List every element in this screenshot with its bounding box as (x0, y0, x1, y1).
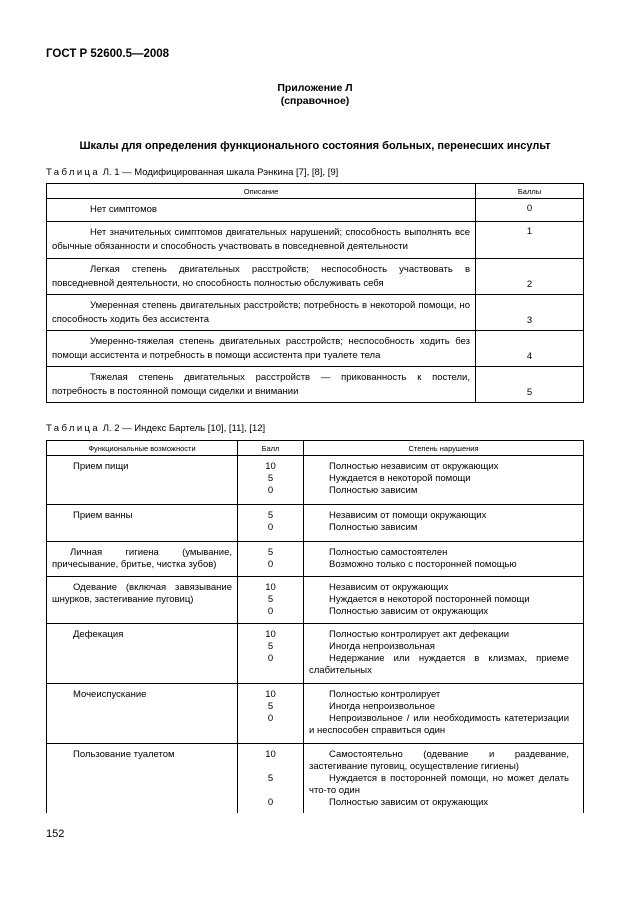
barthel-degree (304, 542, 584, 577)
table-row (47, 295, 584, 331)
table2-header-function: Функциональные возможности (47, 441, 238, 456)
rankin-scale-table (46, 183, 584, 403)
degree-text: Самостоятельно (одевание и раздевание, застегивание пуговиц, осуществление гигиены) (309, 749, 569, 772)
rankin-score: 1 (476, 222, 584, 259)
table-row (47, 744, 584, 814)
barthel-index-table (46, 440, 584, 813)
points-value: 10 (265, 629, 276, 640)
table-row (47, 259, 584, 295)
barthel-points (238, 684, 304, 744)
barthel-degree (304, 624, 584, 684)
points-value: 5 (267, 773, 274, 784)
barthel-function: Дефекация (47, 624, 238, 684)
barthel-function: Пользование туалетом (47, 744, 238, 814)
rankin-score: 4 (476, 331, 584, 367)
points-value: 10 (265, 749, 276, 760)
points-value: 0 (267, 522, 274, 533)
rankin-description: Легкая степень двигательных расстройств; неспособность участвовать в повседневной деятельности, но способность полностью обслуживать себя (47, 259, 476, 295)
degree-text: Независим от окружающих (329, 582, 449, 593)
barthel-function: Одевание (включая завязывание шнурков, застегивание пуговиц) (47, 577, 238, 624)
table-row (47, 199, 584, 222)
degree-text: Полностью зависим (329, 522, 418, 533)
table-row (47, 367, 584, 403)
degree-text: Нуждается в некоторой помощи (329, 473, 471, 484)
points-value: 5 (267, 547, 274, 558)
degree-text: Возможно только с посторонней помощью (329, 559, 517, 570)
table2-caption-prefix: Таблица (46, 423, 101, 434)
table-row (47, 331, 584, 367)
points-value: 5 (267, 594, 274, 605)
rankin-score: 0 (476, 199, 584, 222)
table-row (47, 505, 584, 542)
points-value: 5 (267, 473, 274, 484)
barthel-degree (304, 577, 584, 624)
points-value: 0 (267, 606, 274, 617)
points-value: 5 (267, 641, 274, 652)
degree-text: Полностью зависим от окружающих (329, 606, 489, 617)
barthel-degree (304, 744, 584, 814)
points-value: 0 (267, 653, 274, 664)
degree-text: Нуждается в посторонней помощи, но может делать что-то один (309, 773, 569, 796)
barthel-points (238, 542, 304, 577)
barthel-degree (304, 505, 584, 542)
points-value: 5 (267, 510, 274, 521)
barthel-points (238, 456, 304, 505)
rankin-description: Нет симптомов (47, 199, 476, 222)
barthel-degree (304, 456, 584, 505)
points-value: 5 (267, 701, 274, 712)
barthel-points (238, 744, 304, 814)
points-value: 10 (265, 582, 276, 593)
appendix-subtitle: (справочное) (280, 95, 350, 107)
barthel-points (238, 577, 304, 624)
rankin-description: Нет значительных симптомов двигательных нарушений; способность выполнять все обычные обязанности и способность участвовать в повседневной деятельности (47, 222, 476, 259)
table-row (47, 222, 584, 259)
degree-text: Полностью зависим от окружающих (329, 797, 489, 808)
table-row (47, 684, 584, 744)
barthel-function: Мочеиспускание (47, 684, 238, 744)
table1-header-description: Описание (47, 184, 476, 199)
rankin-description: Умеренная степень двигательных расстройств; потребность в некоторой помощи, но способность ходить без ассистента (47, 295, 476, 331)
barthel-function: Прием пищи (47, 456, 238, 505)
table1-caption-text: Л. 1 — Модифицированная шкала Рэнкина [7], [8], [9] (100, 167, 339, 178)
degree-text: Иногда непроизвольная (329, 641, 435, 652)
points-value: 0 (267, 797, 274, 808)
rankin-score: 5 (476, 367, 584, 403)
table-row (47, 577, 584, 624)
degree-text: Полностью контролирует акт дефекации (329, 629, 510, 640)
degree-text: Недержание или нуждается в клизмах, приеме слабительных (309, 653, 569, 676)
points-value: 0 (267, 713, 274, 724)
rankin-description: Тяжелая степень двигательных расстройств — прикованность к постели, потребность в постоянной помощи сиделки и внимании (47, 367, 476, 403)
rankin-score: 2 (476, 259, 584, 295)
degree-text: Полностью зависим (329, 485, 418, 496)
degree-text: Иногда непроизвольное (329, 701, 436, 712)
degree-text: Независим от помощи окружающих (329, 510, 487, 521)
barthel-function: Личная гигиена (умывание, причесывание, бритье, чистка зубов) (47, 542, 238, 577)
document-id: ГОСТ Р 52600.5—2008 (46, 48, 170, 60)
table2-caption-text: Л. 2 — Индекс Бартель [10], [11], [12] (100, 423, 266, 434)
appendix-title: Приложение Л (277, 82, 353, 94)
points-value: 0 (267, 559, 274, 570)
degree-text: Нуждается в некоторой посторонней помощи (329, 594, 530, 605)
page-number: 152 (46, 828, 65, 840)
table1-caption-prefix: Таблица (46, 167, 101, 178)
degree-text: Полностью независим от окружающих (329, 461, 499, 472)
points-value: 0 (267, 485, 274, 496)
degree-text: Непроизвольное / или необходимость катетеризации и неспособен справиться один (309, 713, 569, 736)
table-row (47, 542, 584, 577)
barthel-points (238, 505, 304, 542)
rankin-score: 3 (476, 295, 584, 331)
table2-header-degree: Степень нарушения (304, 441, 584, 456)
points-value: 10 (265, 689, 276, 700)
rankin-description: Умеренно-тяжелая степень двигательных расстройств; неспособность ходить без помощи ассистента и потребность в помощи ассистента при туалете тела (47, 331, 476, 367)
table2-caption (46, 423, 265, 434)
barthel-points (238, 624, 304, 684)
table-row (47, 456, 584, 505)
table1-caption (46, 167, 338, 178)
degree-text: Полностью контролирует (329, 689, 441, 700)
barthel-function: Прием ванны (47, 505, 238, 542)
section-title: Шкалы для определения функционального состояния больных, перенесших инсульт (79, 140, 551, 152)
degree-text: Полностью самостоятелен (329, 547, 448, 558)
table1-header-score: Баллы (476, 184, 584, 199)
points-value: 10 (265, 461, 276, 472)
table-row (47, 624, 584, 684)
table2-header-points: Балл (238, 441, 304, 456)
barthel-degree (304, 684, 584, 744)
